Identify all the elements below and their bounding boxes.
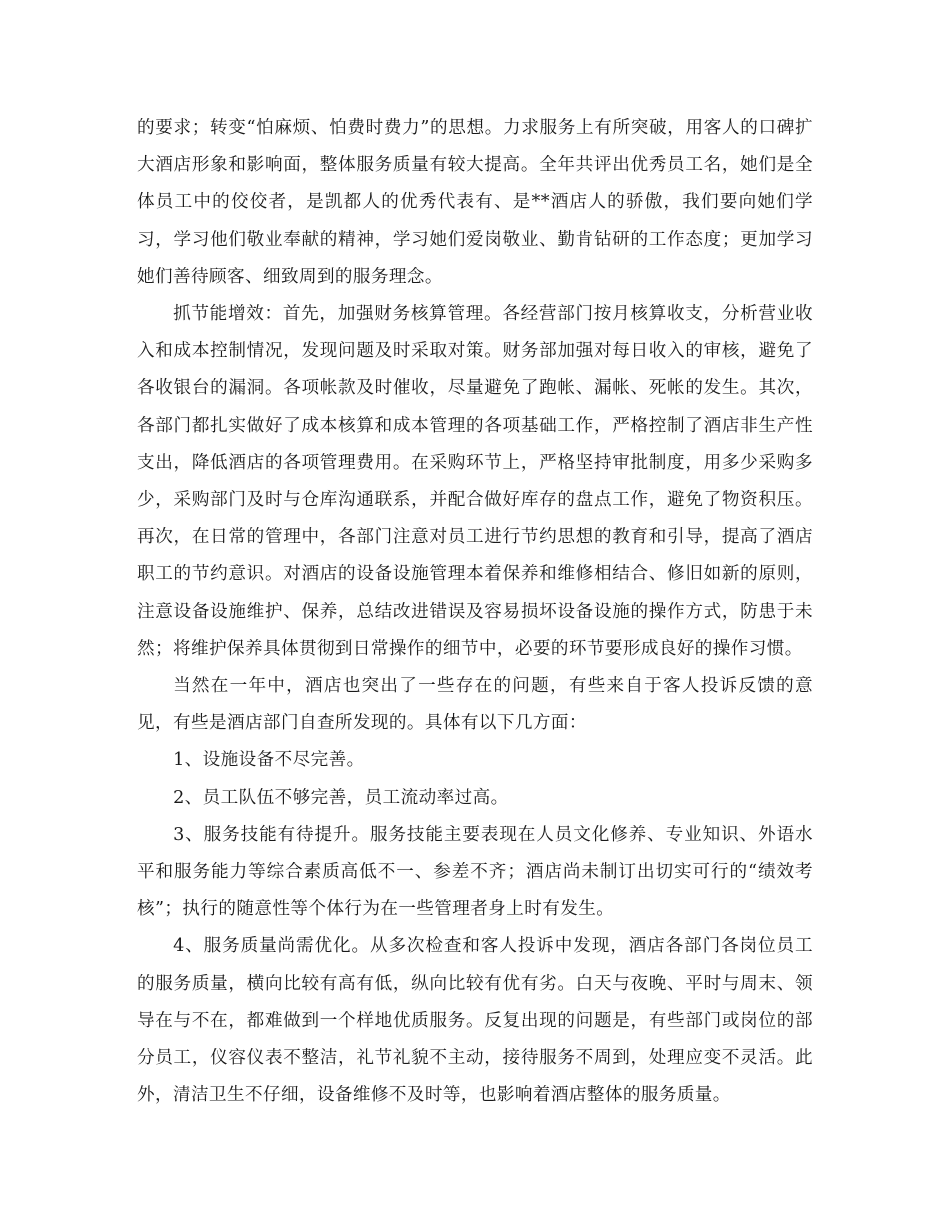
list-item-facilities: 1、设施设备不尽完善。: [173, 750, 365, 771]
paragraph-energy-saving: 抓节能增效：首先，加强财务核算管理。各经营部门按月核算收支，分析营业收入和成本控制情况，发现问题及时采取对策。财务部加强对每日收入的审核，避免了各收银台的漏洞。各项帐款及时催收，尽量避免了跑帐、漏帐、死帐的发生。其次，各部门都扎实做好了成本核算和成本管理的各项基础工作，严格控制了酒店非生产性支出，降低酒店的各项管理费用。在采购环节上，严格坚持审批制度，用多少采购多少，采购部门及时与仓库沟通联系，并配合做好库存的盘点工作，避免了物资积压。再次，在日常的管理中，各部门注意对员工进行节约思想的教育和引导，提高了酒店职工的节约意识。对酒店的设备设施管理本着保养和维修相结合、修旧如新的原则，注意设备设施维护、保养，总结改进错误及容易损坏设备设施的操作方式，防患于未然；将维护保养具体贯彻到日常操作的细节中，必要的环节要形成良好的操作习惯。: [137, 304, 813, 659]
document-body: [137, 110, 813, 1114]
list-item-service-quality: 4、服务质量尚需优化。从多次检查和客人投诉中发现，酒店各部门各岗位员工的服务质量，横向比较有高有低，纵向比较有优有劣。白天与夜晚、平时与周末、领导在与不在，都难做到一个样地优质服务。反复出现的问题是，有些部门或岗位的部分员工，仪容仪表不整洁，礼节礼貌不主动，接待服务不周到，处理应变不灵活。此外，清洁卫生不仔细，设备维修不及时等，也影响着酒店整体的服务质量。: [137, 936, 813, 1106]
paragraph-continued: 的要求；转变“怕麻烦、怕费时费力”的思想。力求服务上有所突破，用客人的口碑扩大酒店形象和影响面，整体服务质量有较大提高。全年共评出优秀员工名，她们是全体员工中的佼佼者，是凯都人的优秀代表有、是**酒店人的骄傲，我们要向她们学习，学习他们敬业奉献的精神，学习她们爱岗敬业、勤肯钻研的工作态度；更加学习她们善待顾客、细致周到的服务理念。: [137, 118, 813, 287]
list-item-staff: 2、员工队伍不够完善，员工流动率过高。: [173, 787, 509, 808]
paragraph-problems-intro: 当然在一年中，酒店也突出了一些存在的问题，有些来自于客人投诉反馈的意见，有些是酒店部门自查所发现的。具体有以下几方面：: [137, 676, 813, 734]
list-item-service-skills: 3、服务技能有待提升。服务技能主要表现在人员文化修养、专业知识、外语水平和服务能力等综合素质高低不一、参差不齐；酒店尚未制订出切实可行的“绩效考核”；执行的随意性等个体行为在一些管理者身上时有发生。: [137, 824, 813, 920]
